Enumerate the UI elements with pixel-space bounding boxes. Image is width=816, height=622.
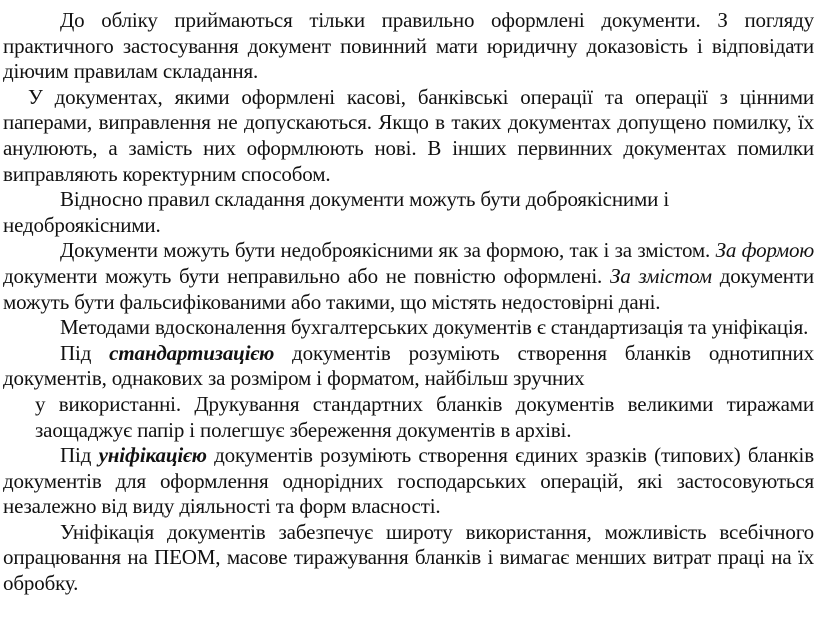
paragraph-poor-quality-text-3: документи можуть бути фальсифікованими або такими, що містять недостовірні дані. — [3, 263, 814, 314]
term-unification: уніфікацією — [98, 443, 207, 468]
term-by-form: За формою — [715, 238, 814, 263]
paragraph-corrections: У документах, якими оформлені касові, банківські операції та операції з цінними паперами, виправлення не допускаються. Якщо в таких документах допущено помилку, їх анулюють, а замість них оформлюють нові. В інших первинних документах помилки виправляють коректурним способом. — [3, 84, 814, 186]
paragraph-unification — [3, 443, 814, 520]
term-by-content: За змістом — [610, 263, 712, 288]
paragraph-poor-quality-text-1: Документи можуть бути недоброякісними як за формою, так і за змістом. — [60, 238, 716, 263]
paragraph-unification-text-2: документів розуміють створення єдиних зразків (типових) бланків документів для оформлення однорідних господарських операцій, які застосовуються незалежно від виду діяльності та форм власності. — [3, 443, 814, 519]
paragraph-unification-text-1: Під — [60, 443, 99, 468]
paragraph-poor-quality — [3, 238, 814, 315]
paragraph-acceptance-rules: До обліку приймаються тільки правильно оформлені документи. З погляду практичного застосування документ повинний мати юридичну доказовість і відповідати діючим правилам складання. — [3, 8, 814, 84]
paragraph-standardization-text-3: у використанні. Друкування стандартних бланків документів великими тиражами заощаджує папір і полегшує збереження документів в архіві. — [35, 391, 814, 442]
paragraph-poor-quality-text-2: документи можуть бути неправильно або не повністю оформлені. — [3, 263, 611, 288]
term-standardization: стандартизацією — [109, 340, 275, 365]
paragraph-standardization-text-2: документів розуміють створення бланків однотипних документів, однакових за розміром і форматом, найбільш зручних — [3, 340, 814, 391]
paragraph-unification-benefits: Уніфікація документів забезпечує широту використання, можливість всебічного опрацювання на ПЕОМ, масове тиражування бланків і вимагає менших витрат праці на їх обробку. — [3, 519, 814, 596]
paragraph-quality: Відносно правил складання документи можуть бути доброякісними і недоброякісними. — [3, 187, 670, 237]
paragraph-standardization-continued — [3, 392, 814, 443]
paragraph-standardization-text-1: Під — [60, 340, 110, 365]
paragraph-standardization — [3, 341, 814, 392]
paragraph-improvement-methods: Методами вдосконалення бухгалтерських документів є стандартизація та уніфікація. — [60, 315, 809, 340]
